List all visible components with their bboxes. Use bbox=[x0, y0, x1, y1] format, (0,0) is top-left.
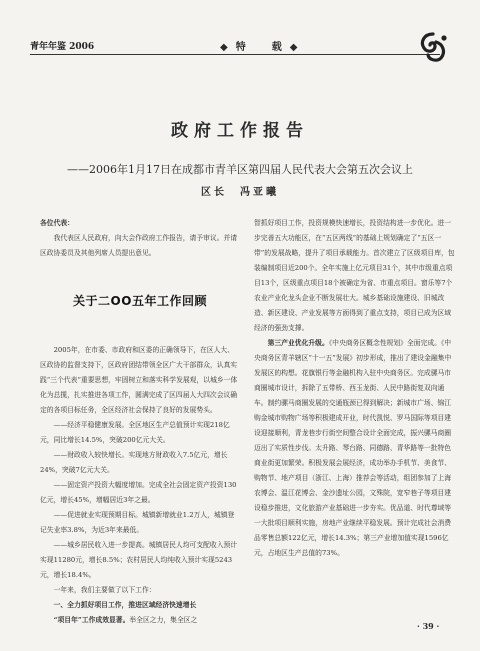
right-column bbox=[254, 216, 456, 561]
lead-in: 第三产业优化升级。 bbox=[267, 339, 329, 347]
body-paragraph: 智抓好项目工作，投资规模快速增长，投资结构进一步优化。进一步完善五大功能区，在“五区两线”的基础上规划确定了“五区一带”的发展战略，提升了项目承载能力。首次建立了区级项目库，包装编制项目近200个。全年实施上亿元项目31个，其中市级重点项目13个，区级重点项目18个被确定为省、市重点项目。窗乐等7个农业产业化龙头企业不断发展壮大。城乡基础设施建设、旧城改造、新区建设、产业发展等方面得到了重点支持，项目已成为区域经济的强劲支撑。 bbox=[254, 219, 455, 332]
lead-in: “项目年”工作成效显著。 bbox=[53, 616, 130, 624]
body-paragraph bbox=[40, 613, 240, 628]
body-paragraph: ——固定资产投资大幅度增加。完成全社会固定资产投资130亿元，增长45%，增幅居近3年之最。 bbox=[40, 481, 237, 504]
intro-paragraph: 我代表区人民政府，向大会作政府工作报告，请予审议。并请区政协委员及其他列席人员提出意见。 bbox=[40, 234, 238, 257]
article-author: 区长 冯亚曦 bbox=[201, 187, 279, 198]
running-header bbox=[30, 36, 450, 56]
article-subtitle: ——2006年1月17日在成都市青羊区第四届人民代表大会第五次会议上 bbox=[67, 163, 413, 176]
salutation: 各位代表： bbox=[40, 219, 74, 227]
header-rule bbox=[30, 54, 440, 55]
body-paragraph bbox=[254, 336, 456, 561]
left-column bbox=[40, 216, 240, 628]
swirl-logo-icon bbox=[416, 30, 450, 64]
page-number: · 39 · bbox=[417, 621, 440, 631]
article-title: 政府工作报告 bbox=[171, 121, 309, 141]
section-heading: 关于二OO五年工作回顾 bbox=[73, 294, 207, 308]
body-paragraph: ——促进就业实现预期目标。城镇新增就业1.2万人，城镇登记失业率3.8%，为近3年来最低。 bbox=[40, 511, 235, 534]
body-paragraph: ——城乡居民收入进一步提高。城镇居民人均可支配收入预计实现11280元，增长8.5%；农村居民人均纯收入预计实现5243元，增长18.4%。 bbox=[40, 541, 238, 579]
subheading: 一、全力抓好项目工作，推进区域经济快速增长 bbox=[53, 601, 197, 609]
body-paragraph: ——经济平稳健康发展。全区地区生产总值预计实现218亿元，同比增长14.5%，突破200亿元大关。 bbox=[40, 421, 230, 444]
journal-name: 青年年鉴 2006 bbox=[30, 42, 95, 52]
lead-in-text: 《中央商务区概念性规划》全面完成。《中央商务区青羊辖区“十一五”发展》初步形成，推出了建设金融集中发展区的构想。花旗银行等金融机构入驻中央商务区。完成骡马市商圈城市设计，拆除了五带桥、西玉龙街、人民中路街复双向通车。制约骡马商圈发展的交通瓶颈已得到解决；新城市广场、锦江购金城市购物广场等积极建成开业，时代凯悦、罗马国际等项目建设迎接顺利，青龙巷步行街空间整合设计全面完成，振兴骡马商圈迈出了实质性步伐。太升路、琴台路、同德路、青华路等一批特色商业街更加繁荣。积极发展会展经济，成功举办手机节、美食节、购物节、地产项目（浙江、上海）推荐会等活动，组团参加了上海农博会、温江花博会、金沙遗址公园，文殊院，宽窄巷子等项目建设稳步推进，文化旅游产业基础进一步夯实。优品道、时代尊域等一大批项目顺利实施，房地产业继续平稳发展。预计完成社会消费品零售总额122亿元，增长14.3%；第三产业增加值实现1596亿元，占地区生产总值的73%。 bbox=[254, 339, 452, 557]
body-paragraph: 一年来，我们主要做了以下工作： bbox=[53, 586, 156, 594]
body-paragraph: ——财政收入较快增长。实现地方财政收入7.5亿元，增长24%，突破7亿元大关。 bbox=[40, 451, 228, 474]
section-label: ◆特 载◆ bbox=[220, 42, 306, 53]
lead-in-text: 举全区之力，集全区之 bbox=[129, 616, 198, 624]
body-paragraph: 2005年，在市委、市政府和区委的正确领导下，在区人大、区政协的监督支持下，区政府团结带领全区广大干部群众，认真实践“三个代表”重要思想，牢固树立和落实科学发展观，以城乡一体化为总揽，扎实推进各项工作，圆满完成了区四届人大四次会议确定的各项目标任务，全区经济社会保持了良好的发展势头。 bbox=[40, 346, 238, 414]
